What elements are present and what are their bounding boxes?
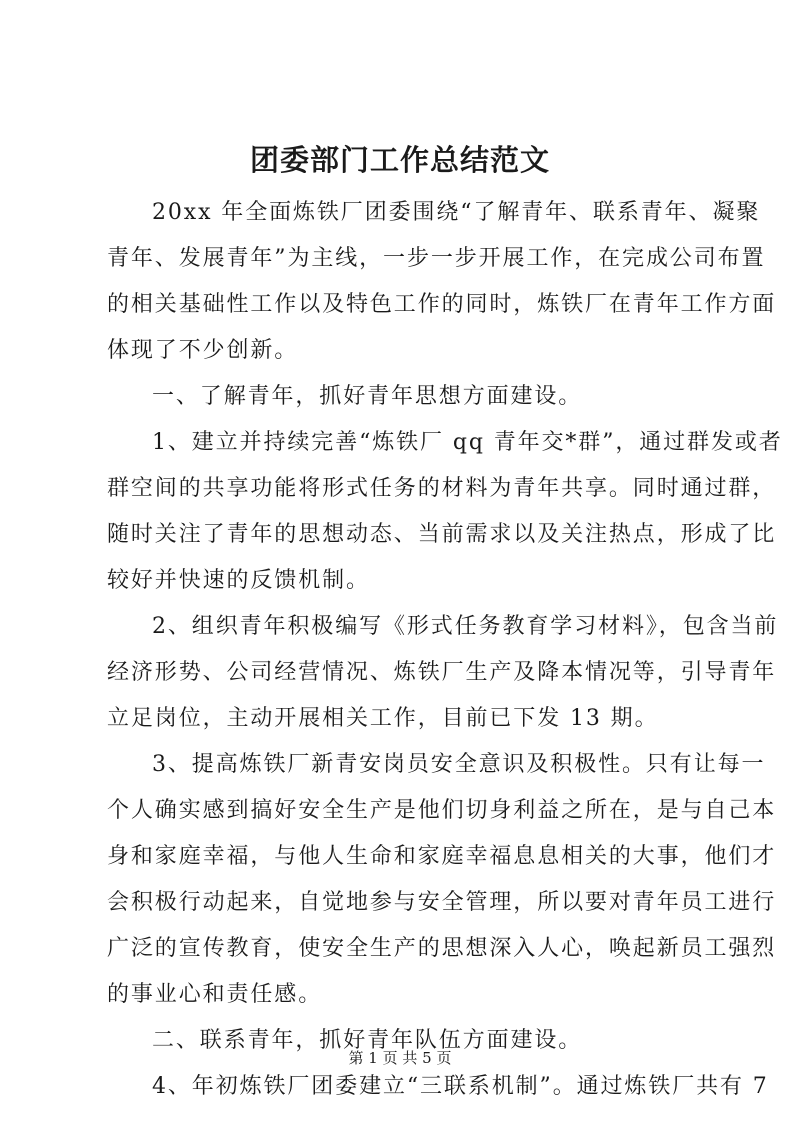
body-line: 随时关注了青年的思想动态、当前需求以及关注热点，形成了比 — [107, 522, 777, 547]
body-line: 3、提高炼铁厂新青安岗员安全意识及积极性。只有让每一 — [152, 752, 766, 777]
document-body — [107, 190, 783, 1110]
body-line: 会积极行动起来，自觉地参与安全管理，所以要对青年员工进行 — [107, 890, 777, 915]
body-line: 二、联系青年，抓好青年队伍方面建设。 — [152, 1028, 583, 1053]
body-line: 20xx 年全面炼铁厂团委围绕“了解青年、联系青年、凝聚 — [152, 200, 761, 225]
body-line: 广泛的宣传教育，使安全生产的思想深入人心，唤起新员工强烈 — [107, 936, 777, 961]
body-line: 较好并快速的反馈机制。 — [107, 568, 370, 593]
page-number-footer: 第 1 页 共 5 页 — [348, 1049, 452, 1067]
body-line: 青年、发展青年”为主线，一步一步开展工作，在完成公司布置 — [107, 246, 766, 271]
body-line: 经济形势、公司经营情况、炼铁厂生产及降本情况等，引导青年 — [107, 660, 777, 685]
body-line: 的相关基础性工作以及特色工作的同时，炼铁厂在青年工作方面 — [107, 292, 777, 317]
body-line: 1、建立并持续完善“炼铁厂 qq 青年交*群”，通过群发或者 — [152, 430, 783, 455]
body-line: 立足岗位，主动开展相关工作，目前已下发 13 期。 — [107, 706, 659, 731]
body-line: 群空间的共享功能将形式任务的材料为青年共享。同时通过群， — [107, 476, 777, 501]
body-line: 身和家庭幸福，与他人生命和家庭幸福息息相关的大事，他们才 — [107, 844, 777, 869]
document-title: 团委部门工作总结范文 — [249, 143, 550, 177]
body-line: 体现了不少创新。 — [107, 338, 299, 363]
body-line: 2、组织青年积极编写《形式任务教育学习材料》，包含当前 — [152, 614, 779, 639]
body-line: 的事业心和责任感。 — [107, 982, 323, 1007]
body-line: 个人确实感到搞好安全生产是他们切身利益之所在，是与自己本 — [107, 798, 777, 823]
body-line: 一、了解青年，抓好青年思想方面建设。 — [152, 384, 583, 409]
body-line: 4、年初炼铁厂团委建立“三联系机制”。通过炼铁厂共有 7 — [152, 1074, 769, 1099]
